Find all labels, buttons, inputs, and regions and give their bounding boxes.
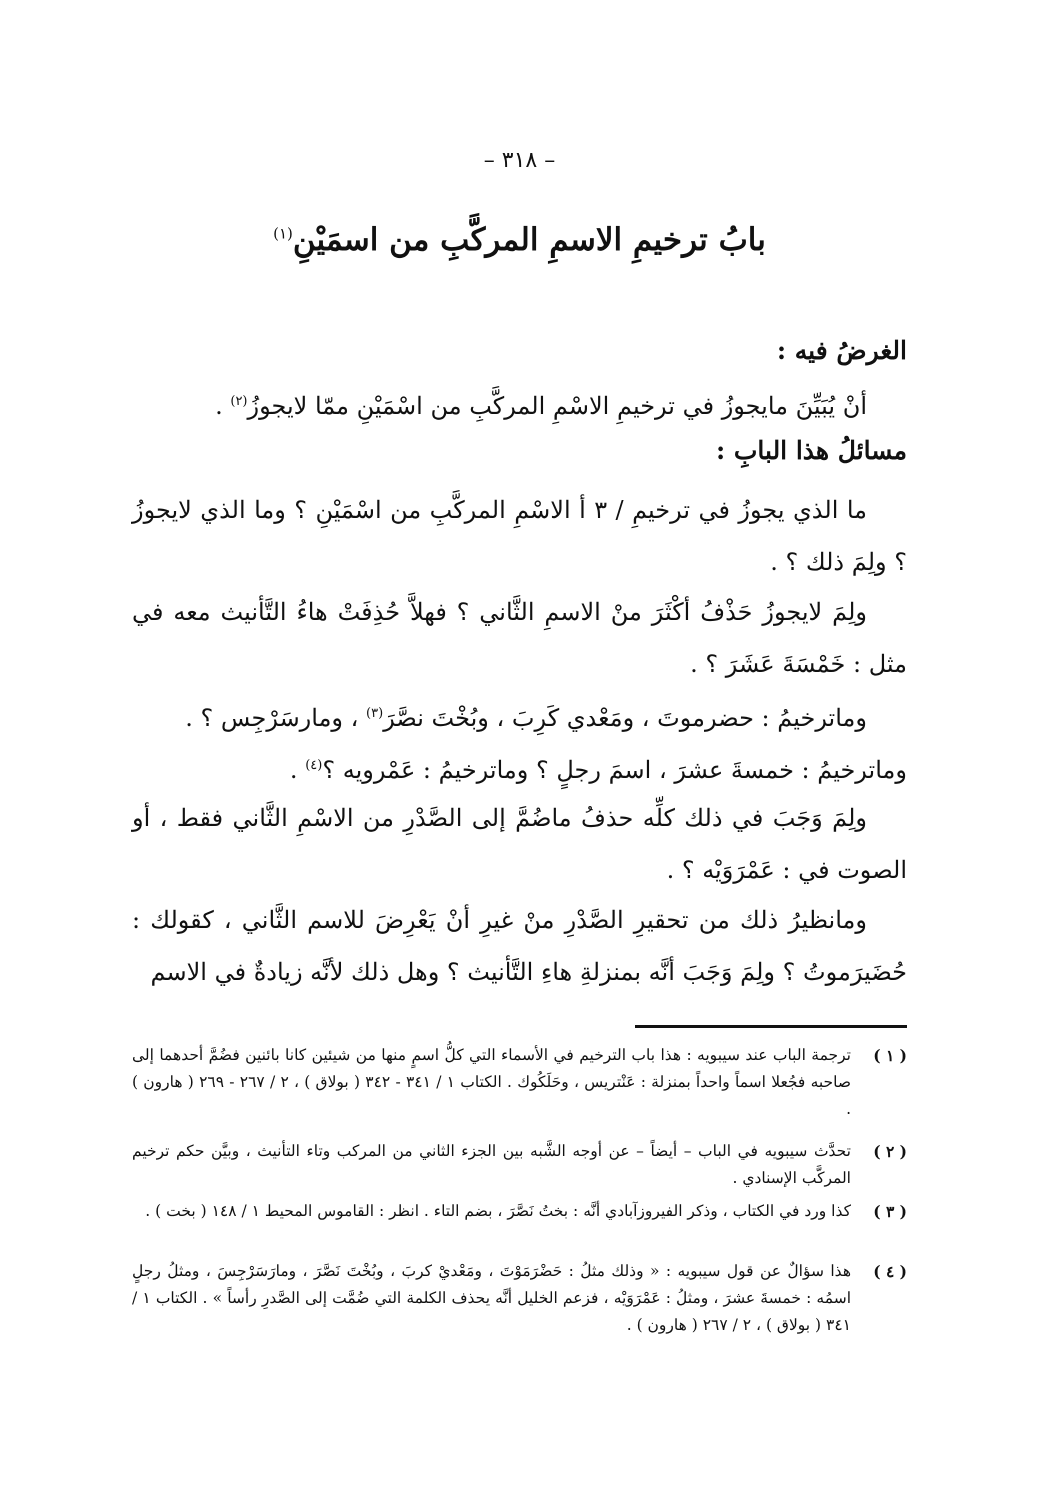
question-3-text-b: ، ومارسَرْجِس ؟ . xyxy=(185,704,359,732)
question-paragraph-3 xyxy=(132,688,907,744)
purpose-text: أنْ يُبَيِّنَ مايجوزُ في ترخيمِ الاسْمِ المركَّبِ من اسْمَيْنِ ممّا لايجوزُ xyxy=(247,392,867,420)
footnote-text: ترجمة الباب عند سيبويه : هذا باب الترخيم في الأسماء التي كلُّ اسمٍ منها من شيئين كانا بائنين فضُمَّ أحدهما إلى صاحبه فجُعلا اسماً واحداً بمنزلة : عَنْتريس ، وحَلَكُوك . الكتاب ١ / ٣٤١ - ٣٤٢ ( بولاق ) ، ٢ / ٢٦٧ - ٢٦٩ ( هارون ) . xyxy=(132,1046,852,1118)
question-paragraph-5: ولِمَ وَجَبَ في ذلك كلِّه حذفُ ماضُمَّ إلى الصَّدْرِ من الاسْمِ الثَّاني فقط ، أو الصوت في : عَمْرَوَيْه ؟ . xyxy=(132,804,907,884)
footnote-text: كذا ورد في الكتاب ، وذكر الفيروزآبادي أنَّه : بختُ نَصَّرَ ، بضم التاء . انظر : القاموس المحيط ١ / ١٤٨ ( بخت ) . xyxy=(145,1202,851,1220)
footnote-text: هذا سؤالٌ عن قول سيبويه : « وذلك مثلُ : حَضْرَمَوْتَ ، ومَعْديْ كربَ ، وبُخْتَ نَصَّرَ ، ومارَسَرْجِسَ ، ومثلُ رجلٍ اسمُه : خمسةَ عشرَ ، ومثلُ : عَمْرَوَيْه ، فزعم الخليل أنَّه يحذف الكلمة التي ضُمَّت إلى الصَّدرِ رأساً » . الكتاب ١ / ٣٤١ ( بولاق ) ، ٢ / ٢٦٧ ( هارون ) . xyxy=(132,1262,851,1334)
footnote-divider xyxy=(635,1025,907,1028)
footnote-4 xyxy=(132,1258,907,1339)
question-paragraph-6: ومانظيرُ ذلك من تحقيرِ الصَّدْرِ منْ غيرِ أنْ يَعْرِضَ للاسم الثَّاني ، كقولك : حُضَيرَموتُ ؟ ولِمَ وَجَبَ أنَّه بمنزلةِ هاءِ التَّأنيث ؟ وهل ذلك لأنَّه زيادةٌ في الاسم xyxy=(132,906,907,986)
question-4-text-b: . xyxy=(289,756,298,784)
footnote-1 xyxy=(132,1042,907,1123)
footnote-ref-4: (٤) xyxy=(305,758,323,773)
footnote-2 xyxy=(132,1138,907,1192)
footnote-number: ( ٢ ) xyxy=(873,1142,907,1161)
purpose-end: . xyxy=(215,392,223,420)
footnote-ref-2: (٢) xyxy=(230,394,248,409)
footnote-ref-1: (١) xyxy=(273,224,293,243)
question-paragraph-4 xyxy=(132,740,907,796)
purpose-label: الغرضُ فيه : xyxy=(776,336,907,365)
footnote-3 xyxy=(132,1198,907,1225)
question-4-text-a: وماترخيمُ : خمسةَ عشرَ ، اسمَ رجلٍ ؟ وماترخيمُ : عَمْرويه ؟ xyxy=(322,756,907,784)
footnote-text: تحدَّث سيبويه في الباب – أيضاً – عن أوجه الشَّبه بين الجزء الثاني من المركب وتاء التأنيث ، وبيَّن حكم ترخيم المركَّب الإسنادي . xyxy=(132,1142,851,1187)
question-3-text-a: وماترخيمُ : حضرموتَ ، ومَعْدي كَرِبَ ، وبُخْتَ نصَّرَ xyxy=(383,704,867,732)
purpose-paragraph xyxy=(132,376,907,432)
footnote-number: ( ٣ ) xyxy=(873,1202,907,1221)
chapter-title-text: بابُ ترخيمِ الاسمِ المركَّبِ من اسمَيْنِ xyxy=(292,222,766,258)
footnote-number: ( ١ ) xyxy=(873,1046,907,1065)
question-paragraph-2: ولِمَ لايجوزُ حَذْفُ أكْثَرَ منْ الاسمِ الثَّاني ؟ فهلاَّ حُذِفَتْ هاءُ التَّأنيث معه في مثل : خَمْسَةَ عَشَرَ ؟ . xyxy=(132,598,907,678)
questions-label: مسائلُ هذا البابِ : xyxy=(715,436,907,465)
question-paragraph-1: ما الذي يجوزُ في ترخيمِ / ٣ أ الاسْمِ المركَّبِ من اسْمَيْنِ ؟ وما الذي لايجوزُ ؟ ولِمَ ذلك ؟ . xyxy=(132,496,907,576)
chapter-title xyxy=(150,222,889,258)
page-number: – ٣١٨ – xyxy=(483,148,556,173)
footnote-ref-3: (٣) xyxy=(366,706,384,721)
footnote-number: ( ٤ ) xyxy=(873,1262,907,1281)
